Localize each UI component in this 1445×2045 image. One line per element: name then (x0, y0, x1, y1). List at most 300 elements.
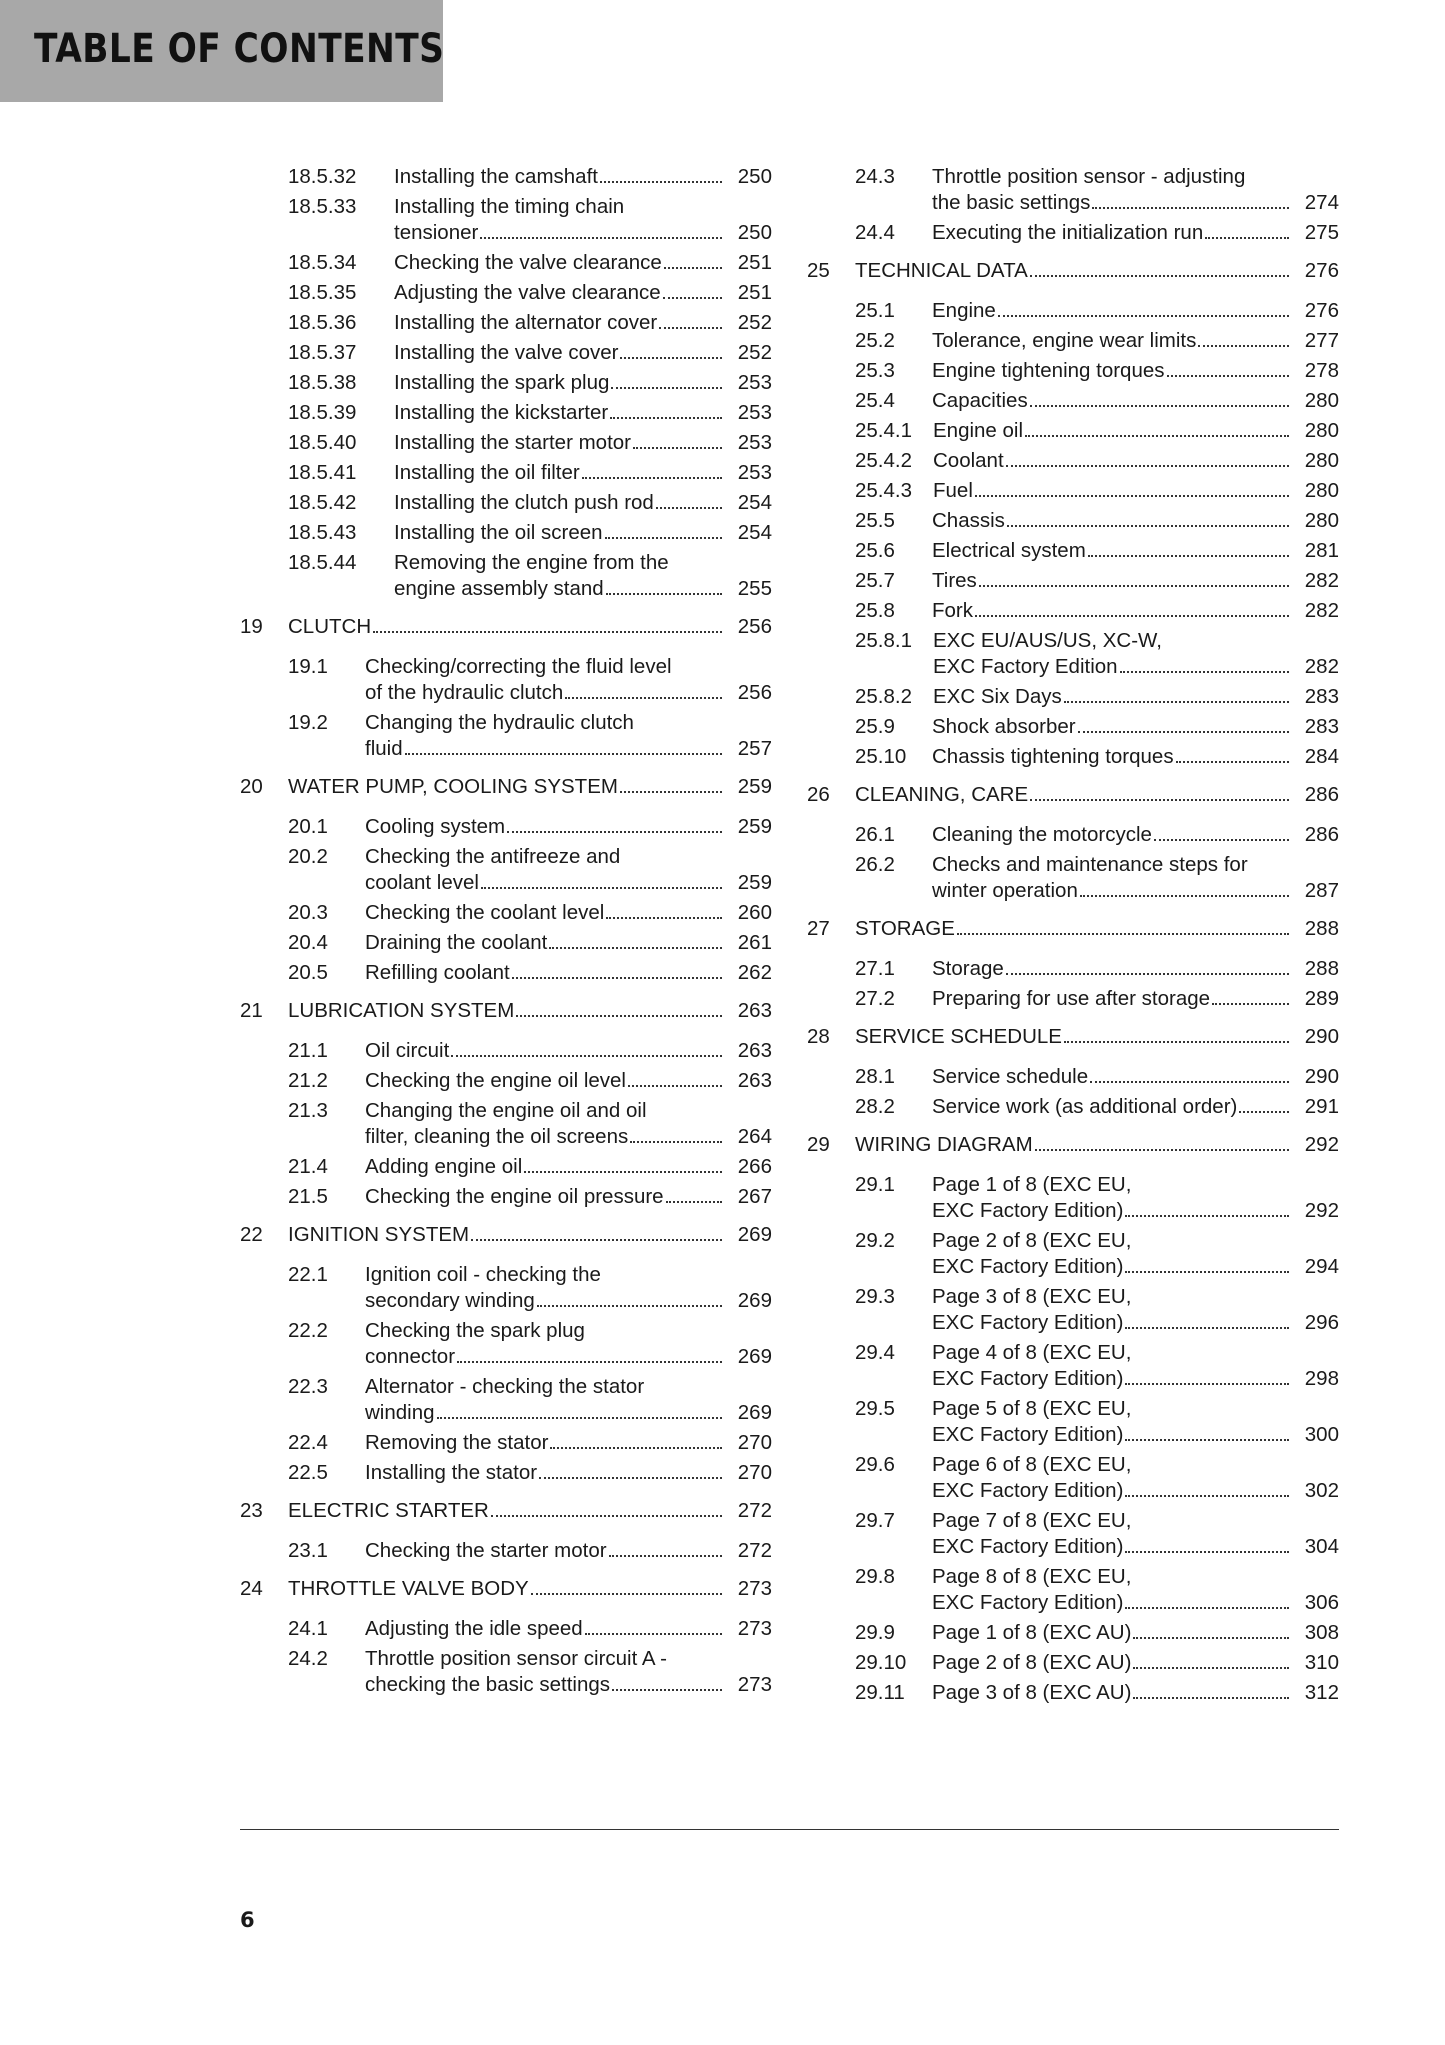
dot-leader (605, 537, 722, 539)
toc-page-number[interactable]: 283 (1304, 685, 1339, 708)
toc-entry[interactable] (240, 460, 772, 486)
toc-page-number[interactable]: 250 (737, 165, 772, 188)
toc-page-number[interactable]: 257 (737, 737, 772, 760)
toc-entry[interactable] (240, 1430, 772, 1456)
toc-entry-last-line (365, 1068, 772, 1094)
dot-leader (457, 1361, 722, 1363)
dot-leader (611, 387, 722, 389)
toc-page-number[interactable]: 280 (1304, 509, 1339, 532)
toc-entry-title-line: Throttle position sensor circuit A - (365, 1647, 667, 1670)
toc-entry-last-line (288, 1498, 772, 1524)
toc-page-number[interactable]: 286 (1304, 783, 1339, 806)
toc-entry-title: tensioner (394, 221, 479, 244)
toc-entry[interactable] (240, 1262, 772, 1314)
toc-entry-body (932, 1284, 1339, 1336)
dot-leader (957, 933, 1289, 935)
toc-page-number[interactable]: 251 (737, 281, 772, 304)
toc-entry-number: 19 (240, 615, 263, 638)
dot-leader (1125, 1551, 1289, 1553)
toc-entry-number: 18.5.34 (288, 251, 357, 274)
toc-entry[interactable] (807, 1508, 1339, 1560)
toc-entry[interactable] (807, 598, 1339, 624)
toc-entry-body (394, 280, 772, 306)
toc-entry[interactable] (240, 930, 772, 956)
toc-entry-last-line (855, 782, 1339, 808)
toc-entry[interactable] (807, 1064, 1339, 1090)
toc-page-number[interactable]: 273 (737, 1617, 772, 1640)
toc-entry[interactable] (240, 844, 772, 896)
toc-entry-last-line (365, 736, 772, 762)
toc-entry-last-line (933, 448, 1339, 474)
toc-entry-last-line (365, 1430, 772, 1456)
toc-page-number[interactable]: 284 (1304, 745, 1339, 768)
toc-entry-body (365, 1068, 772, 1094)
toc-entry-number: 28.1 (855, 1065, 895, 1088)
toc-entry-number: 20.1 (288, 815, 328, 838)
toc-entry[interactable] (807, 744, 1339, 770)
toc-entry-title: Page 1 of 8 (EXC AU) (932, 1621, 1132, 1644)
toc-entry[interactable] (240, 340, 772, 366)
toc-entry-number: 29.2 (855, 1229, 895, 1252)
toc-entry[interactable] (240, 900, 772, 926)
toc-entry-title: secondary winding (365, 1289, 535, 1312)
toc-page-number[interactable]: 298 (1304, 1367, 1339, 1390)
dot-leader (656, 507, 722, 509)
toc-entry[interactable] (807, 1620, 1339, 1646)
toc-page-number[interactable]: 288 (1304, 957, 1339, 980)
toc-entry[interactable] (240, 1318, 772, 1370)
toc-page-number[interactable]: 282 (1304, 655, 1339, 678)
toc-page-number[interactable]: 259 (737, 871, 772, 894)
toc-entry[interactable] (807, 956, 1339, 982)
toc-page-number[interactable]: 262 (737, 961, 772, 984)
toc-entry-number: 21.4 (288, 1155, 328, 1178)
dot-leader (1064, 1041, 1289, 1043)
toc-column-left (240, 164, 772, 1702)
toc-page-number[interactable]: 292 (1304, 1199, 1339, 1222)
toc-entry-last-line (932, 1064, 1339, 1090)
toc-entry-title: Adding engine oil (365, 1155, 523, 1178)
toc-entry-title: Cleaning the motorcycle (932, 823, 1152, 846)
toc-entry[interactable] (240, 1616, 772, 1642)
toc-chapter-entry[interactable] (807, 1132, 1339, 1158)
toc-page-number[interactable]: 292 (1304, 1133, 1339, 1156)
dot-leader (600, 181, 722, 183)
toc-entry-last-line (932, 190, 1339, 216)
toc-page-number[interactable]: 254 (737, 521, 772, 544)
toc-page-number[interactable]: 273 (737, 1673, 772, 1696)
toc-entry[interactable] (240, 1538, 772, 1564)
toc-entry[interactable] (240, 400, 772, 426)
toc-entry-title-line: Checking the antifreeze and (365, 845, 621, 868)
toc-page-number[interactable]: 252 (737, 341, 772, 364)
toc-entry-body (932, 1452, 1339, 1504)
toc-page-number[interactable]: 253 (737, 461, 772, 484)
toc-page-number[interactable]: 267 (737, 1185, 772, 1208)
toc-entry-title: Installing the spark plug (394, 371, 610, 394)
toc-entry-number: 21.5 (288, 1185, 328, 1208)
toc-entry-number: 27.1 (855, 957, 895, 980)
toc-page-number[interactable]: 250 (737, 221, 772, 244)
toc-entry-body (932, 1340, 1339, 1392)
toc-entry-body (932, 328, 1339, 354)
toc-page-number[interactable]: 272 (737, 1539, 772, 1562)
toc-entry-body (932, 1094, 1339, 1120)
dot-leader (975, 495, 1289, 497)
dot-leader (606, 917, 722, 919)
toc-entry-number: 18.5.38 (288, 371, 357, 394)
toc-entry[interactable] (807, 1650, 1339, 1676)
dot-leader (1064, 701, 1289, 703)
toc-entry[interactable] (807, 1452, 1339, 1504)
toc-entry[interactable] (240, 1068, 772, 1094)
toc-entry[interactable] (807, 1680, 1339, 1706)
toc-entry-title: Executing the initialization run (932, 221, 1204, 244)
toc-entry-title: Engine tightening torques (932, 359, 1165, 382)
toc-entry-last-line (933, 478, 1339, 504)
toc-entry-last-line (932, 1422, 1339, 1448)
toc-entry-last-line (365, 870, 772, 896)
toc-page-number[interactable]: 263 (737, 1069, 772, 1092)
toc-entry[interactable] (807, 358, 1339, 384)
toc-entry[interactable] (807, 1172, 1339, 1224)
toc-page-number[interactable]: 259 (737, 815, 772, 838)
toc-entry-number: 18.5.43 (288, 521, 357, 544)
toc-chapter-entry[interactable] (807, 258, 1339, 284)
toc-entry-last-line (394, 280, 772, 306)
toc-entry-number: 25.8.2 (855, 685, 912, 708)
toc-page-number[interactable]: 270 (737, 1461, 772, 1484)
toc-entry-title-line: Checking/correcting the fluid level (365, 655, 672, 678)
toc-chapter-entry[interactable] (240, 774, 772, 800)
toc-page-number[interactable]: 289 (1304, 987, 1339, 1010)
toc-entry-number: 18.5.39 (288, 401, 357, 424)
toc-chapter-entry[interactable] (807, 782, 1339, 808)
toc-entry-last-line (365, 1038, 772, 1064)
toc-chapter-entry[interactable] (807, 1024, 1339, 1050)
toc-entry-title: Installing the oil screen (394, 521, 603, 544)
toc-entry[interactable] (807, 684, 1339, 710)
toc-entry-title: WATER PUMP, COOLING SYSTEM (288, 775, 618, 798)
toc-chapter-entry[interactable] (240, 614, 772, 640)
toc-entry-body (394, 250, 772, 276)
toc-entry-body (932, 744, 1339, 770)
toc-entry[interactable] (240, 490, 772, 516)
toc-entry[interactable] (240, 1646, 772, 1698)
toc-entry-title: Adjusting the valve clearance (394, 281, 661, 304)
dot-leader (516, 1015, 722, 1017)
dot-leader (512, 977, 722, 979)
toc-entry[interactable] (807, 714, 1339, 740)
toc-entry-title: Draining the coolant (365, 931, 548, 954)
toc-entry[interactable] (240, 370, 772, 396)
toc-entry[interactable] (240, 1154, 772, 1180)
toc-entry[interactable] (807, 508, 1339, 534)
toc-entry-body (365, 844, 772, 896)
dot-leader (1125, 1495, 1289, 1497)
dot-leader (373, 631, 722, 633)
toc-entry-number: 20.3 (288, 901, 328, 924)
toc-entry-number: 18.5.36 (288, 311, 357, 334)
toc-page-number[interactable]: 306 (1304, 1591, 1339, 1614)
toc-page-number[interactable]: 280 (1304, 479, 1339, 502)
toc-entry-body (932, 1064, 1339, 1090)
toc-entry-body (932, 538, 1339, 564)
toc-entry-number: 22.5 (288, 1461, 328, 1484)
toc-entry-last-line (365, 814, 772, 840)
toc-entry-body (394, 370, 772, 396)
toc-entry-number: 26.1 (855, 823, 895, 846)
toc-entry-last-line (933, 418, 1339, 444)
toc-entry-title: Coolant (933, 449, 1004, 472)
dot-leader (979, 585, 1289, 587)
toc-entry[interactable] (240, 814, 772, 840)
toc-entry-number: 25.4.2 (855, 449, 912, 472)
toc-chapter-entry[interactable] (240, 1498, 772, 1524)
toc-entry[interactable] (240, 1098, 772, 1150)
dot-leader (1176, 761, 1289, 763)
toc-page-number[interactable]: 294 (1304, 1255, 1339, 1278)
toc-entry-number: 29.9 (855, 1621, 895, 1644)
toc-page-number[interactable]: 276 (1304, 259, 1339, 282)
toc-page-number[interactable]: 283 (1304, 715, 1339, 738)
toc-entry[interactable] (240, 1184, 772, 1210)
toc-entry[interactable] (240, 550, 772, 602)
toc-page-number[interactable]: 253 (737, 371, 772, 394)
toc-entry-number: 25.7 (855, 569, 895, 592)
toc-entry-last-line (365, 1460, 772, 1486)
toc-entry-last-line (932, 1590, 1339, 1616)
toc-entry-title: IGNITION SYSTEM (288, 1223, 470, 1246)
toc-entry[interactable] (240, 310, 772, 336)
toc-entry-body (365, 814, 772, 840)
toc-entry-number: 20.4 (288, 931, 328, 954)
dot-leader (609, 1555, 722, 1557)
toc-entry-last-line (394, 430, 772, 456)
toc-page-number[interactable]: 290 (1304, 1025, 1339, 1048)
toc-entry[interactable] (807, 298, 1339, 324)
toc-page-number[interactable]: 260 (737, 901, 772, 924)
toc-page-number[interactable]: 273 (737, 1577, 772, 1600)
toc-entry[interactable] (807, 538, 1339, 564)
dot-leader (1125, 1607, 1289, 1609)
toc-entry-title-line: Page 6 of 8 (EXC EU, (932, 1453, 1132, 1476)
toc-page-number[interactable]: 269 (737, 1289, 772, 1312)
toc-page-number[interactable]: 256 (737, 681, 772, 704)
toc-page-number[interactable]: 266 (737, 1155, 772, 1178)
toc-entry[interactable] (807, 1094, 1339, 1120)
toc-entry[interactable] (240, 280, 772, 306)
toc-page-number[interactable]: 252 (737, 311, 772, 334)
toc-entry-body (932, 508, 1339, 534)
toc-entry-number: 29.3 (855, 1285, 895, 1308)
toc-entry-number: 23 (240, 1499, 263, 1522)
toc-page-number[interactable]: 269 (737, 1345, 772, 1368)
toc-page-number[interactable]: 280 (1304, 389, 1339, 412)
toc-entry-number: 29.11 (855, 1681, 905, 1704)
toc-entry-body (365, 900, 772, 926)
toc-entry-last-line (365, 1344, 772, 1370)
toc-page-number[interactable]: 256 (737, 615, 772, 638)
toc-entry-body (933, 448, 1339, 474)
toc-entry[interactable] (807, 1340, 1339, 1392)
toc-entry-body (365, 1616, 772, 1642)
toc-page-number[interactable]: 264 (737, 1125, 772, 1148)
toc-entry[interactable] (240, 960, 772, 986)
toc-entry-number: 25.4 (855, 389, 895, 412)
dot-leader (630, 1141, 722, 1143)
toc-page-number[interactable]: 274 (1304, 191, 1339, 214)
toc-entry-body (932, 598, 1339, 624)
toc-page-number[interactable]: 261 (737, 931, 772, 954)
toc-entry-last-line (932, 1478, 1339, 1504)
toc-chapter-entry[interactable] (240, 1222, 772, 1248)
toc-page-number[interactable]: 291 (1304, 1095, 1339, 1118)
toc-page-number[interactable]: 275 (1304, 221, 1339, 244)
toc-page-number[interactable]: 304 (1304, 1535, 1339, 1558)
toc-page-number[interactable]: 281 (1304, 539, 1339, 562)
toc-entry-last-line (288, 614, 772, 640)
toc-entry[interactable] (240, 1374, 772, 1426)
toc-page-number[interactable]: 296 (1304, 1311, 1339, 1334)
toc-entry-title: Installing the oil filter (394, 461, 580, 484)
toc-page-number[interactable]: 254 (737, 491, 772, 514)
toc-entry-title-line: Changing the engine oil and oil (365, 1099, 647, 1122)
toc-page-number[interactable]: 280 (1304, 419, 1339, 442)
toc-entry-body (932, 1650, 1339, 1676)
toc-entry[interactable] (240, 430, 772, 456)
toc-page-number[interactable]: 269 (737, 1223, 772, 1246)
toc-entry-body (855, 1132, 1339, 1158)
dot-leader (1133, 1637, 1289, 1639)
toc-entry[interactable] (807, 388, 1339, 414)
toc-entry[interactable] (807, 986, 1339, 1012)
toc-entry[interactable] (240, 654, 772, 706)
toc-page-number[interactable]: 272 (737, 1499, 772, 1522)
toc-entry[interactable] (240, 520, 772, 546)
toc-entry-number: 20.2 (288, 845, 328, 868)
toc-entry-number: 18.5.42 (288, 491, 357, 514)
toc-entry[interactable] (240, 1460, 772, 1486)
toc-page-number[interactable]: 278 (1304, 359, 1339, 382)
dot-leader (480, 237, 722, 239)
dot-leader (659, 327, 722, 329)
toc-entry-number: 29.4 (855, 1341, 895, 1364)
toc-entry-last-line (365, 680, 772, 706)
toc-entry-title: EXC Factory Edition) (932, 1311, 1124, 1334)
toc-chapter-entry[interactable] (240, 1576, 772, 1602)
toc-chapter-entry[interactable] (240, 998, 772, 1024)
toc-entry[interactable] (807, 852, 1339, 904)
toc-entry[interactable] (807, 220, 1339, 246)
toc-entry-number: 22.2 (288, 1319, 328, 1342)
toc-entry[interactable] (240, 194, 772, 246)
dot-leader (612, 1689, 722, 1691)
toc-entry[interactable] (240, 250, 772, 276)
toc-page-number[interactable]: 255 (737, 577, 772, 600)
dot-leader (975, 615, 1289, 617)
toc-entry[interactable] (807, 822, 1339, 848)
toc-entry-last-line (365, 1288, 772, 1314)
toc-entry-body (394, 550, 772, 602)
toc-entry[interactable] (807, 1564, 1339, 1616)
toc-page-number[interactable]: 288 (1304, 917, 1339, 940)
toc-entry[interactable] (807, 328, 1339, 354)
toc-entry-number: 24.3 (855, 165, 895, 188)
dot-leader (1092, 207, 1289, 209)
toc-entry-title: Page 3 of 8 (EXC AU) (932, 1681, 1132, 1704)
toc-page-number[interactable]: 290 (1304, 1065, 1339, 1088)
dot-leader (1080, 895, 1289, 897)
toc-entry[interactable] (240, 164, 772, 190)
dot-leader (664, 267, 722, 269)
toc-page-number[interactable]: 282 (1304, 569, 1339, 592)
toc-entry-title: Installing the stator (365, 1461, 538, 1484)
toc-entry-number: 25.10 (855, 745, 907, 768)
toc-page-number[interactable]: 263 (737, 999, 772, 1022)
toc-page-number[interactable]: 282 (1304, 599, 1339, 622)
toc-page-number[interactable]: 270 (737, 1431, 772, 1454)
dot-leader (1205, 237, 1289, 239)
toc-page-number[interactable]: 259 (737, 775, 772, 798)
toc-entry-number: 27.2 (855, 987, 895, 1010)
toc-entry-body (365, 1460, 772, 1486)
toc-page-number[interactable]: 280 (1304, 449, 1339, 472)
toc-page-number[interactable]: 253 (737, 431, 772, 454)
toc-entry[interactable] (240, 710, 772, 762)
toc-page-number[interactable]: 253 (737, 401, 772, 424)
toc-entry[interactable] (807, 1396, 1339, 1448)
toc-entry[interactable] (807, 1228, 1339, 1280)
toc-entry-title: the basic settings (932, 191, 1091, 214)
toc-entry-title-line: Checking the spark plug (365, 1319, 585, 1342)
toc-entry[interactable] (240, 1038, 772, 1064)
toc-entry-title: CLUTCH (288, 615, 372, 638)
toc-chapter-entry[interactable] (807, 916, 1339, 942)
toc-entry[interactable] (807, 448, 1339, 474)
toc-page-number[interactable]: 302 (1304, 1479, 1339, 1502)
toc-page-number[interactable]: 251 (737, 251, 772, 274)
toc-entry-number: 24.1 (288, 1617, 328, 1640)
toc-entry-body (932, 1396, 1339, 1448)
toc-entry-last-line (855, 916, 1339, 942)
toc-entry-body (365, 1374, 772, 1426)
toc-entry-title: Fork (932, 599, 973, 622)
toc-entry[interactable] (807, 1284, 1339, 1336)
toc-page-number[interactable]: 310 (1304, 1651, 1339, 1674)
toc-entry[interactable] (807, 628, 1339, 680)
toc-page-number[interactable]: 269 (737, 1401, 772, 1424)
toc-entry[interactable] (807, 164, 1339, 216)
toc-entry-number: 23.1 (288, 1539, 328, 1562)
toc-page-number[interactable]: 276 (1304, 299, 1339, 322)
toc-entry-last-line (932, 986, 1339, 1012)
toc-page-number[interactable]: 312 (1304, 1681, 1339, 1704)
toc-page-number[interactable]: 286 (1304, 823, 1339, 846)
toc-page-number[interactable]: 277 (1304, 329, 1339, 352)
toc-entry-last-line (932, 956, 1339, 982)
toc-entry-number: 19.1 (288, 655, 328, 678)
dot-leader (524, 1171, 722, 1173)
toc-page-number[interactable]: 308 (1304, 1621, 1339, 1644)
toc-page-number[interactable]: 287 (1304, 879, 1339, 902)
toc-page-number[interactable]: 300 (1304, 1423, 1339, 1446)
toc-entry[interactable] (807, 478, 1339, 504)
toc-entry-number: 29.7 (855, 1509, 895, 1532)
toc-entry[interactable] (807, 568, 1339, 594)
toc-page-number[interactable]: 263 (737, 1039, 772, 1062)
toc-entry[interactable] (807, 418, 1339, 444)
